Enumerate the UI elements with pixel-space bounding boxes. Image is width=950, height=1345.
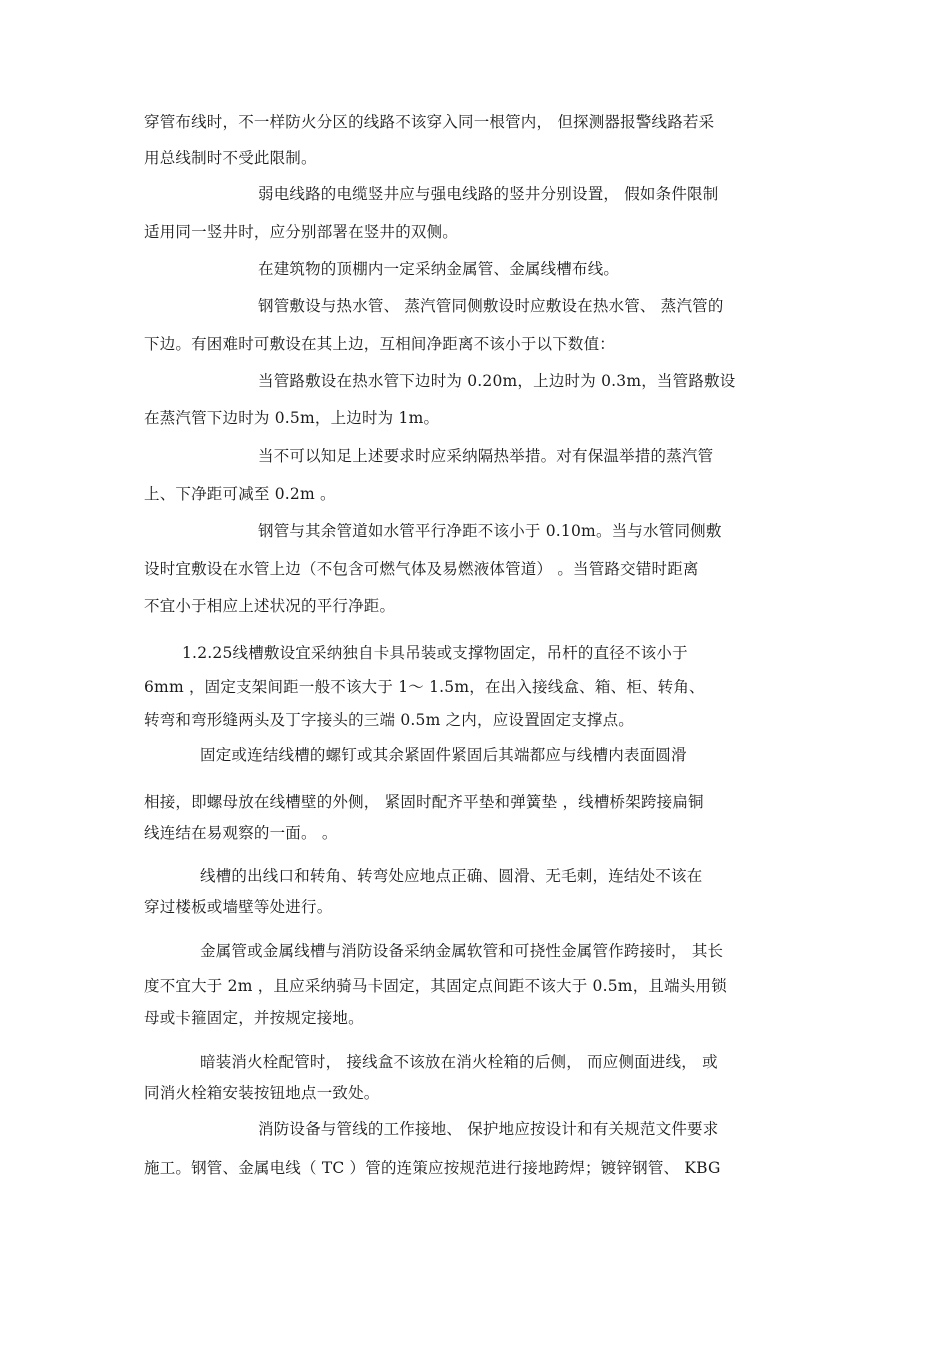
text-line: 暗装消火栓配管时， 接线盒不该放在消火栓箱的后侧， 而应侧面进线， 或 xyxy=(200,1053,718,1071)
text-line: 下边。有困难时可敷设在其上边，互相间净距离不该小于以下数值： xyxy=(144,335,616,353)
text-line: 用总线制时不受此限制。 xyxy=(144,149,317,167)
text-line: 上、下净距可减至 0.2m 。 xyxy=(144,485,336,503)
text-line: 同消火栓箱安装按钮地点一致处。 xyxy=(144,1084,380,1102)
text-line: 度不宜大于 2m ，且应采纳骑马卡固定，其固定点间距不该大于 0.5m，且端头用锁 xyxy=(144,977,727,995)
text-line: 当管路敷设在热水管下边时为 0.20m，上边时为 0.3m，当管路敷设 xyxy=(258,372,736,390)
text-line: 6mm ，固定支架间距一般不该大于 1～ 1.5m，在出入接线盒、箱、柜、转角、 xyxy=(144,678,705,696)
text-line: 穿过楼板或墙壁等处进行。 xyxy=(144,898,333,916)
text-line: 适用同一竖井时，应分别部署在竖井的双侧。 xyxy=(144,223,459,241)
text-line: 金属管或金属线槽与消防设备采纳金属软管和可挠性金属管作跨接时， 其长 xyxy=(200,942,724,960)
text-line: 当不可以知足上述要求时应采纳隔热举措。对有保温举措的蒸汽管 xyxy=(258,447,714,465)
text-line: 线连结在易观察的一面。 。 xyxy=(144,824,338,842)
text-line: 不宜小于相应上述状况的平行净距。 xyxy=(144,597,396,615)
text-line: 1.2.25线槽敷设宜采纳独自卡具吊装或支撑物固定，吊杆的直径不该小于 xyxy=(182,644,688,662)
text-line: 施工。钢管、金属电线（ TC ）管的连策应按规范进行接地跨焊；镀锌钢管、 KBG xyxy=(144,1159,721,1177)
text-line: 消防设备与管线的工作接地、 保护地应按设计和有关规范文件要求 xyxy=(258,1120,719,1138)
text-line: 固定或连结线槽的螺钉或其余紧固件紧固后其端都应与线槽内表面圆滑 xyxy=(200,746,687,764)
text-line: 设时宜敷设在水管上边（不包含可燃气体及易燃液体管道） 。当管路交错时距离 xyxy=(144,560,699,578)
text-line: 母或卡箍固定，并按规定接地。 xyxy=(144,1009,364,1027)
text-line: 钢管敷设与热水管、 蒸汽管同侧敷设时应敷设在热水管、 蒸汽管的 xyxy=(258,297,724,315)
text-line: 穿管布线时，不一样防火分区的线路不该穿入同一根管内， 但探测器报警线路若采 xyxy=(144,113,715,131)
text-line: 相接，即螺母放在线槽壁的外侧， 紧固时配齐平垫和弹簧垫 ，线槽桥架跨接扁铜 xyxy=(144,793,704,811)
text-line: 转弯和弯形缝两头及丁字接头的三端 0.5m 之内，应设置固定支撑点。 xyxy=(144,711,635,729)
text-line: 钢管与其余管道如水管平行净距不该小于 0.10m。当与水管同侧敷 xyxy=(258,522,722,540)
text-line: 线槽的出线口和转角、转弯处应地点正确、圆滑、无毛刺，连结处不该在 xyxy=(200,867,703,885)
text-line: 在建筑物的顶棚内一定采纳金属管、金属线槽布线。 xyxy=(258,260,620,278)
text-line: 在蒸汽管下边时为 0.5m，上边时为 1m。 xyxy=(144,409,440,427)
text-line: 弱电线路的电缆竖井应与强电线路的竖井分别设置， 假如条件限制 xyxy=(258,185,719,203)
